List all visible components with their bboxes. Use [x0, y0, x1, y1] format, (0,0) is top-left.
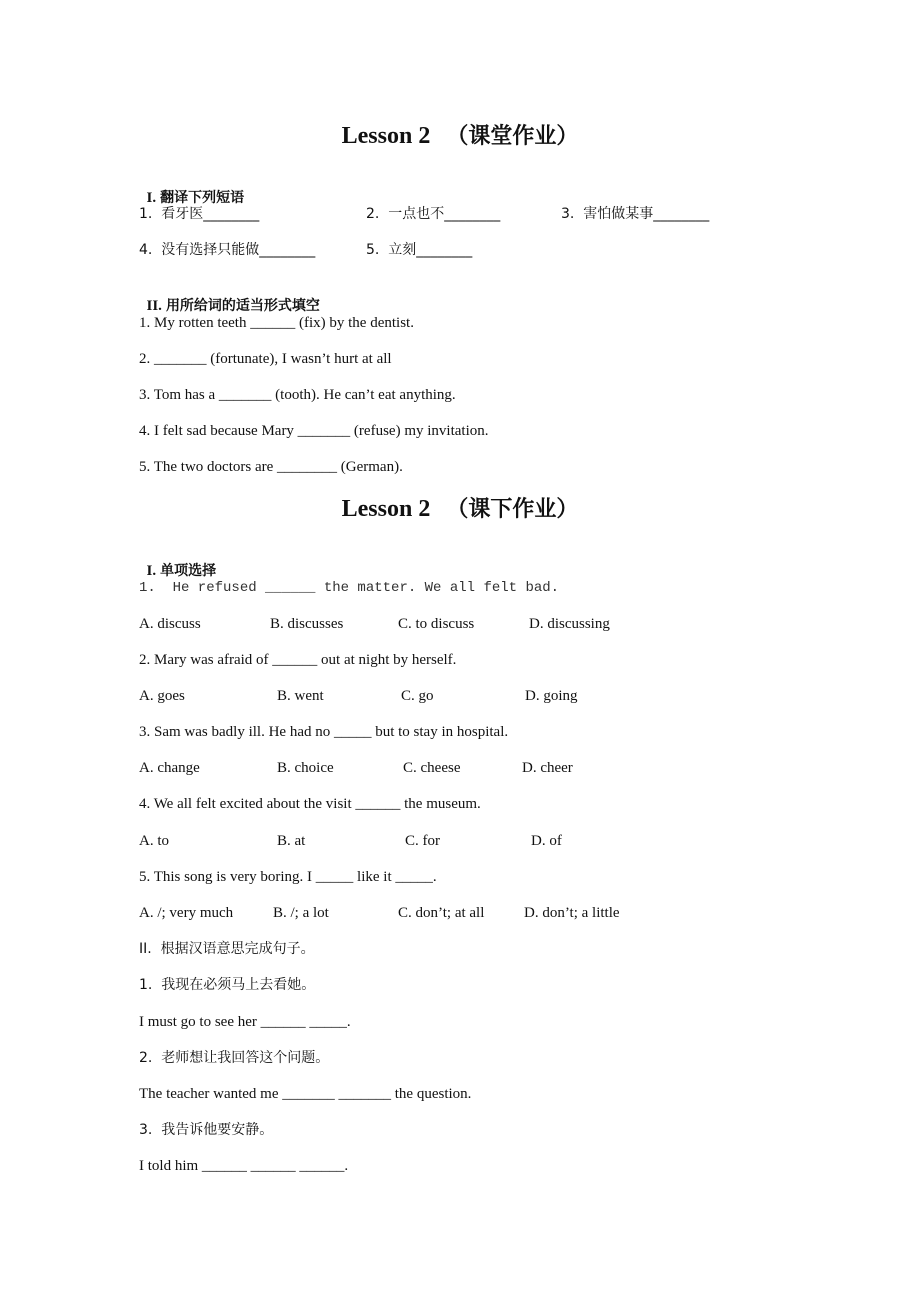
section-title: 用所给词的适当形式填空	[165, 298, 320, 314]
option-c: C. don’t; at all	[398, 905, 485, 921]
option-d: D. of	[531, 833, 562, 849]
option-c: C. for	[405, 833, 440, 849]
homework-section-2-heading: II. 根据汉语意思完成句子。	[139, 941, 315, 957]
homework-title-en: Lesson 2	[341, 496, 431, 522]
fill-item: 1. My rotten teeth ______ (fix) by the dentist.	[139, 315, 414, 331]
classwork-title-en: Lesson 2	[341, 123, 431, 149]
translate-prompt: 1. 我现在必须马上去看她。	[139, 977, 316, 993]
phrase-item: 4. 没有选择只能做________	[139, 242, 316, 258]
translate-prompt: 2. 老师想让我回答这个问题。	[139, 1050, 330, 1066]
option-d: D. don’t; a little	[524, 905, 620, 921]
option-c: C. go	[401, 688, 434, 704]
homework-title	[0, 494, 920, 525]
classwork-title	[0, 121, 920, 152]
option-d: D. cheer	[522, 760, 573, 776]
classwork-section-2-heading	[139, 276, 320, 316]
translate-prompt: 3. 我告诉他要安静。	[139, 1122, 274, 1138]
section-title: 单项选择	[160, 563, 217, 579]
phrase-item: 3. 害怕做某事________	[561, 206, 710, 222]
phrase-item: 2. 一点也不________	[366, 206, 501, 222]
option-b: B. choice	[277, 760, 334, 776]
option-b: B. /; a lot	[273, 905, 329, 921]
section-title: 翻译下列短语	[160, 190, 245, 206]
question-text: 1. He refused ______ the matter. We all felt bad.	[139, 580, 560, 596]
section-number: II.	[146, 298, 162, 314]
option-a: A. to	[139, 833, 169, 849]
homework-title-cn: （课下作业）	[446, 497, 579, 522]
option-b: B. went	[277, 688, 324, 704]
option-a: A. discuss	[139, 616, 201, 632]
question-text: 3. Sam was badly ill. He had no _____ but to stay in hospital.	[139, 724, 509, 740]
question-text: 4. We all felt excited about the visit ______ the museum.	[139, 796, 481, 812]
option-a: A. change	[139, 760, 200, 776]
option-d: D. going	[525, 688, 578, 704]
fill-item: 3. Tom has a _______ (tooth). He can’t eat anything.	[139, 387, 456, 403]
translate-answer: The teacher wanted me _______ _______ the question.	[139, 1086, 472, 1102]
section-number: I.	[146, 563, 157, 579]
option-c: C. to discuss	[398, 616, 475, 632]
option-d: D. discussing	[529, 616, 610, 632]
option-c: C. cheese	[403, 760, 461, 776]
fill-item: 2. _______ (fortunate), I wasn’t hurt at all	[139, 351, 392, 367]
classwork-section-1-heading	[139, 168, 244, 208]
classwork-title-cn: （课堂作业）	[446, 124, 579, 149]
translate-answer: I must go to see her ______ _____.	[139, 1014, 351, 1030]
phrase-item: 1. 看牙医________	[139, 206, 260, 222]
homework-section-1-heading	[139, 541, 216, 581]
translate-answer: I told him ______ ______ ______.	[139, 1158, 349, 1174]
question-text: 5. This song is very boring. I _____ like it _____.	[139, 869, 437, 885]
option-a: A. goes	[139, 688, 185, 704]
fill-item: 4. I felt sad because Mary _______ (refuse) my invitation.	[139, 423, 489, 439]
question-text: 2. Mary was afraid of ______ out at night by herself.	[139, 652, 457, 668]
option-a: A. /; very much	[139, 905, 234, 921]
option-b: B. discusses	[270, 616, 344, 632]
phrase-item: 5. 立刻________	[366, 242, 473, 258]
section-number: I.	[146, 190, 157, 206]
fill-item: 5. The two doctors are ________ (German).	[139, 459, 403, 475]
option-b: B. at	[277, 833, 306, 849]
